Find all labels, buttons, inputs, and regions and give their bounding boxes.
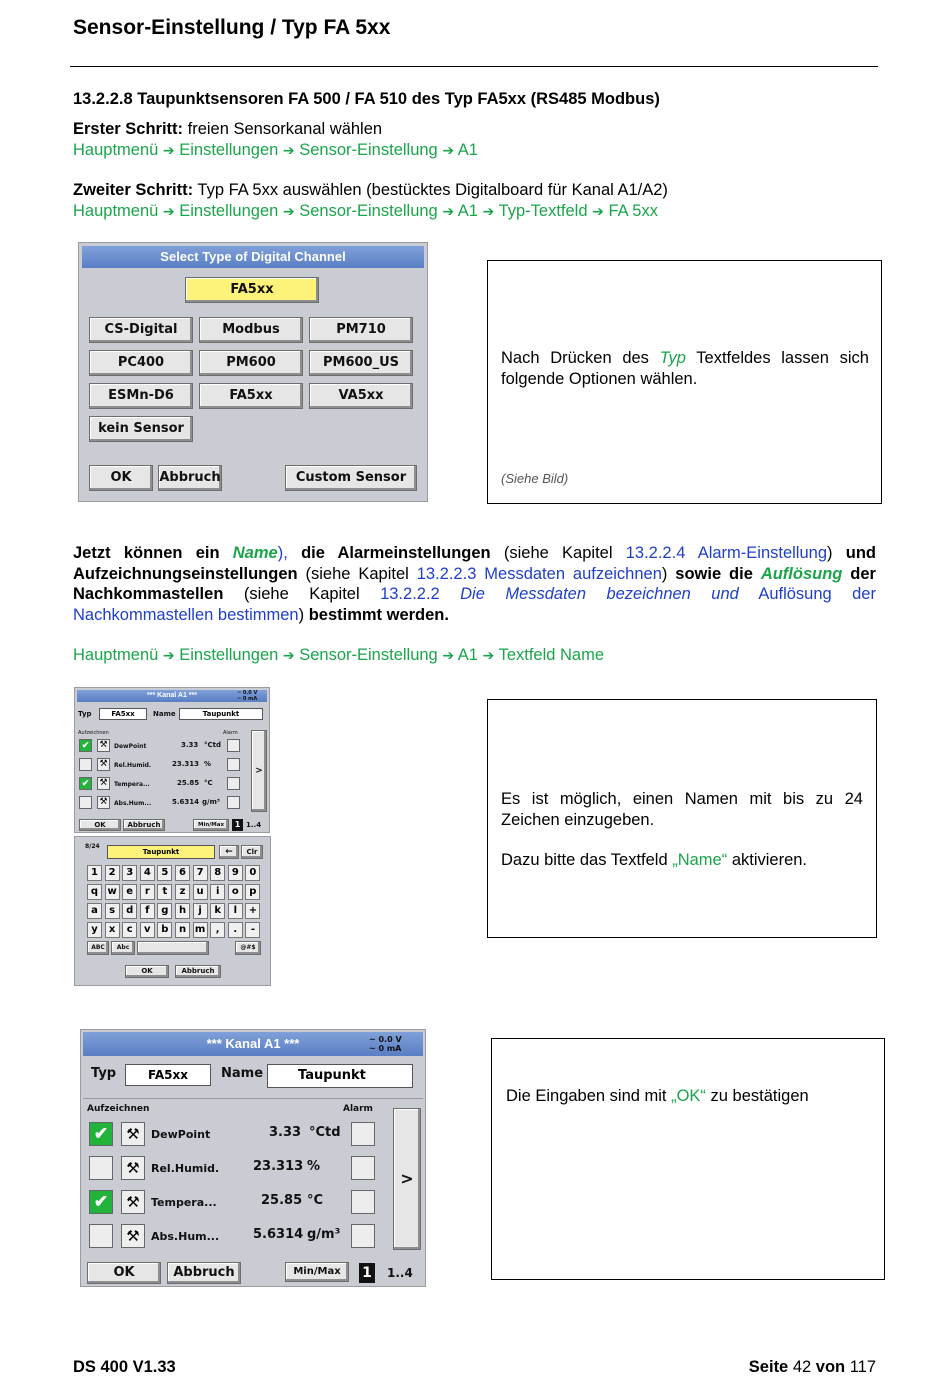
- note-box-confirm: [491, 1038, 885, 1280]
- key-button[interactable]: a: [87, 903, 102, 919]
- uppercase-button[interactable]: ABC: [87, 941, 109, 955]
- note-box-type: [487, 260, 882, 504]
- key-button[interactable]: d: [122, 903, 137, 919]
- wrench-icon[interactable]: ⚒: [97, 758, 110, 771]
- select-type-screen: [78, 242, 428, 502]
- ok-button[interactable]: OK: [87, 1262, 161, 1284]
- key-button[interactable]: r: [140, 884, 155, 900]
- ok-button[interactable]: OK: [125, 965, 169, 978]
- header-divider: [70, 66, 878, 67]
- path-item: A1: [457, 141, 478, 159]
- key-button[interactable]: 3: [122, 865, 137, 881]
- key-button[interactable]: g: [157, 903, 172, 919]
- key-button[interactable]: k: [210, 903, 225, 919]
- key-button[interactable]: j: [193, 903, 208, 919]
- path-item: A1: [457, 202, 478, 220]
- key-button[interactable]: 5: [157, 865, 172, 881]
- capitalize-button[interactable]: Abc: [111, 941, 135, 955]
- key-button[interactable]: n: [175, 922, 190, 938]
- typ-label: Typ: [91, 1066, 117, 1081]
- readout-voltage: ~ 0.0 V: [237, 690, 258, 696]
- note-text-part: aktivieren.: [727, 851, 808, 869]
- key-button[interactable]: b: [157, 922, 172, 938]
- page-header-title: Sensor-Einstellung / Typ FA 5xx: [73, 16, 391, 39]
- more-button[interactable]: >: [251, 730, 267, 812]
- channel-screen-large: [80, 1029, 426, 1287]
- of-label: von: [815, 1358, 846, 1376]
- clear-button[interactable]: Clr: [241, 845, 263, 859]
- text-part: der Nachkommastellen: [73, 564, 876, 603]
- channel-title: *** Kanal A1 ***: [77, 690, 267, 702]
- key-button[interactable]: q: [87, 884, 102, 900]
- name-input[interactable]: Taupunkt: [107, 845, 215, 859]
- text-part: ): [661, 564, 676, 583]
- step2-path: [73, 202, 658, 221]
- step2-label: Zweiter Schritt:: [73, 181, 194, 199]
- option-kein-sensor-button[interactable]: kein Sensor: [89, 416, 193, 442]
- arrow-icon: ➔: [282, 143, 295, 159]
- step1-label: Erster Schritt:: [73, 120, 184, 138]
- note-name-text: Es ist möglich, einen Namen mit bis zu 24 Zeichen einzugeben.: [501, 790, 863, 829]
- see-image-hint: (Siehe Bild): [501, 471, 569, 486]
- char-counter: 8/24: [85, 843, 100, 850]
- custom-sensor-button[interactable]: Custom Sensor: [285, 465, 417, 491]
- row-unit: °Ctd: [204, 741, 221, 749]
- row-unit: g/m³: [307, 1227, 341, 1242]
- text-part: sowie die: [675, 564, 761, 583]
- path-item: Hauptmenü: [73, 202, 159, 220]
- key-button[interactable]: e: [122, 884, 137, 900]
- name-emphasis: Name: [232, 544, 278, 562]
- record-checkbox[interactable]: [89, 1156, 113, 1180]
- arrow-icon: ➔: [162, 648, 175, 664]
- key-button[interactable]: v: [140, 922, 155, 938]
- record-label: Aufzeichnen: [78, 730, 109, 736]
- key-button[interactable]: 9: [228, 865, 243, 881]
- row-value: 3.33: [269, 1125, 302, 1140]
- path-item: Sensor-Einstellung: [299, 646, 438, 664]
- path-item: Hauptmenü: [73, 646, 159, 664]
- key-button[interactable]: l: [228, 903, 243, 919]
- wrench-icon[interactable]: ⚒: [121, 1156, 145, 1180]
- name-label: Name: [153, 710, 176, 718]
- wrench-icon[interactable]: ⚒: [97, 739, 110, 752]
- more-button[interactable]: >: [393, 1108, 421, 1250]
- aufloesung-emphasis: Auflösung: [760, 564, 843, 583]
- cancel-button[interactable]: Abbruch: [123, 819, 165, 831]
- row-value: 23.313: [253, 1159, 304, 1174]
- row-unit: °C: [204, 779, 213, 787]
- note-text-part: Dazu bitte das Textfeld: [501, 851, 673, 869]
- alarm-checkbox[interactable]: [351, 1190, 375, 1214]
- cancel-button[interactable]: Abbruch: [175, 965, 221, 978]
- wrench-icon[interactable]: ⚒: [97, 777, 110, 790]
- key-button[interactable]: i: [210, 884, 225, 900]
- range-label: 1..4: [387, 1266, 413, 1280]
- text-part: bestimmt werden.: [308, 605, 449, 624]
- text-part: Jetzt können ein: [73, 544, 233, 562]
- step1-line: [73, 120, 382, 139]
- record-checkbox[interactable]: ✔: [89, 1190, 113, 1214]
- ok-button[interactable]: OK: [89, 465, 153, 491]
- row-value: 3.33: [181, 741, 199, 749]
- key-button[interactable]: h: [175, 903, 190, 919]
- row-name: Tempera...: [114, 781, 150, 788]
- record-checkbox[interactable]: [79, 758, 92, 771]
- note-text-part: Textfeldes lassen sich folgende Optionen wählen.: [501, 349, 869, 388]
- readout-voltage: ~ 0.0 V: [369, 1035, 402, 1044]
- text-part: ): [298, 605, 309, 624]
- record-checkbox[interactable]: [79, 796, 92, 809]
- path-item: Einstellungen: [179, 202, 279, 220]
- record-checkbox[interactable]: ✔: [79, 739, 92, 752]
- arrow-icon: ➔: [442, 204, 455, 220]
- section-heading: 13.2.2.8 Taupunktsensoren FA 500 / FA 510 des Typ FA5xx (RS485 Modbus): [73, 90, 660, 108]
- name-quote: „Name“: [672, 851, 728, 869]
- page-current: 42: [788, 1358, 816, 1376]
- step2-text: Typ FA 5xx auswählen (bestücktes Digitalboard für Kanal A1/A2): [193, 181, 668, 199]
- alarm-checkbox[interactable]: [351, 1122, 375, 1146]
- key-button[interactable]: 1: [87, 865, 102, 881]
- record-checkbox[interactable]: ✔: [89, 1122, 113, 1146]
- note-confirm-text: [506, 1086, 870, 1107]
- key-button[interactable]: 7: [193, 865, 208, 881]
- arrow-icon: ➔: [592, 204, 604, 220]
- text-part: (siehe Kapitel: [223, 585, 381, 603]
- name-field[interactable]: Taupunkt: [179, 708, 263, 720]
- typ-field[interactable]: FA5xx: [125, 1064, 211, 1086]
- path-item: Einstellungen: [179, 141, 279, 159]
- key-button[interactable]: o: [228, 884, 243, 900]
- row-name: Rel.Humid.: [114, 762, 152, 769]
- row-unit: g/m³: [202, 798, 220, 806]
- path-item: Typ-Textfeld: [498, 202, 588, 220]
- text-part: ): [827, 544, 846, 562]
- step2-line: [73, 181, 668, 200]
- selected-type-field[interactable]: FA5xx: [185, 277, 319, 303]
- note-text-part: zu bestätigen: [705, 1087, 809, 1105]
- key-button[interactable]: z: [175, 884, 190, 900]
- alarm-checkbox[interactable]: [351, 1156, 375, 1180]
- arrow-icon: ➔: [282, 648, 295, 664]
- key-button[interactable]: c: [122, 922, 137, 938]
- alarm-checkbox[interactable]: [351, 1224, 375, 1248]
- record-label: Aufzeichnen: [87, 1104, 150, 1114]
- path-item: FA 5xx: [608, 202, 658, 220]
- page-label: Seite: [748, 1358, 789, 1376]
- name-label: Name: [221, 1066, 264, 1081]
- note-box-name: [487, 699, 877, 938]
- path-item: Sensor-Einstellung: [299, 141, 438, 159]
- key-button[interactable]: p: [245, 884, 260, 900]
- arrow-icon: ➔: [482, 648, 495, 664]
- alarm-checkbox[interactable]: [227, 777, 240, 790]
- arrow-icon: ➔: [482, 204, 495, 220]
- symbols-button[interactable]: @#$: [235, 941, 261, 955]
- key-button[interactable]: 8: [210, 865, 225, 881]
- text-part: (siehe Kapitel: [490, 544, 626, 562]
- key-button[interactable]: m: [193, 922, 208, 938]
- note-text-part: Nach Drücken des: [501, 349, 660, 367]
- typ-field[interactable]: FA5xx: [99, 708, 147, 720]
- arrow-icon: ➔: [282, 204, 295, 220]
- note-name-activate: [501, 850, 863, 871]
- ok-quote: „OK“: [671, 1087, 706, 1105]
- key-button[interactable]: u: [193, 884, 208, 900]
- wrench-icon[interactable]: ⚒: [121, 1122, 145, 1146]
- chapter-reference-link[interactable]: 13.2.2.3 Messdaten aufzeichnen: [416, 564, 662, 583]
- path-item: Einstellungen: [179, 646, 279, 664]
- row-name: Abs.Hum...: [114, 800, 152, 807]
- key-button[interactable]: 6: [175, 865, 190, 881]
- text-part: und Aufzeichnungseinstellungen: [73, 544, 876, 583]
- arrow-icon: ➔: [162, 143, 175, 159]
- row-unit: °C: [307, 1193, 324, 1208]
- option-va5xx-button[interactable]: VA5xx: [309, 383, 413, 409]
- key-button[interactable]: ,: [210, 922, 225, 938]
- option-cs-digital-button[interactable]: CS-Digital: [89, 317, 193, 343]
- chapter-reference-link[interactable]: 13.2.2.4 Alarm-Einstellung: [625, 544, 827, 562]
- readout-current: ~ 0 mA: [369, 1044, 402, 1053]
- key-button[interactable]: 4: [140, 865, 155, 881]
- row-name: DewPoint: [151, 1128, 211, 1141]
- row-unit: %: [307, 1159, 321, 1174]
- key-button[interactable]: f: [140, 903, 155, 919]
- alarm-label: Alarm: [343, 1104, 373, 1114]
- path-item: Hauptmenü: [73, 141, 159, 159]
- option-pc400-button[interactable]: PC400: [89, 350, 193, 376]
- range-label: 1..4: [246, 821, 262, 829]
- record-checkbox[interactable]: [89, 1224, 113, 1248]
- row-name: Tempera...: [151, 1196, 217, 1209]
- page-number-badge: 1: [232, 819, 243, 831]
- note-type-text: [501, 348, 869, 390]
- minmax-button[interactable]: Min/Max: [285, 1262, 349, 1282]
- row-value: 5.6314: [172, 798, 200, 806]
- key-button[interactable]: 0: [245, 865, 260, 881]
- ok-button[interactable]: OK: [79, 819, 121, 831]
- option-esmn-d6-button[interactable]: ESMn-D6: [89, 383, 193, 409]
- text-part: (siehe Kapitel: [297, 564, 417, 583]
- alarm-checkbox[interactable]: [227, 739, 240, 752]
- row-value: 23.313: [172, 760, 200, 768]
- typ-emphasis: Typ: [659, 349, 686, 367]
- chapter-reference-link[interactable]: 13.2.2.2: [380, 585, 461, 603]
- path-item: Textfeld Name: [498, 646, 605, 664]
- arrow-icon: ➔: [442, 143, 455, 159]
- readout-current: ~ 0 mA: [237, 696, 258, 702]
- name-field[interactable]: Taupunkt: [267, 1064, 413, 1088]
- wrench-icon[interactable]: ⚒: [97, 796, 110, 809]
- cancel-button[interactable]: Abbruch: [167, 1262, 241, 1284]
- text-part: ),: [277, 544, 302, 562]
- chapter-reference-link[interactable]: Die Messdaten bezeichnen und: [460, 585, 739, 603]
- note-text-part: Die Eingaben sind mit: [506, 1087, 672, 1105]
- footer-page-number: [749, 1358, 876, 1377]
- screen-title: Select Type of Digital Channel: [82, 246, 424, 268]
- channel-title: *** Kanal A1 ***: [83, 1032, 423, 1056]
- typ-label: Typ: [78, 710, 92, 718]
- key-button[interactable]: x: [105, 922, 120, 938]
- row-name: Rel.Humid.: [151, 1162, 220, 1175]
- option-pm600-button[interactable]: PM600: [199, 350, 303, 376]
- path-item: Sensor-Einstellung: [299, 202, 438, 220]
- option-fa5xx-button[interactable]: FA5xx: [199, 383, 303, 409]
- row-value: 25.85: [177, 779, 200, 787]
- path-item: A1: [457, 646, 478, 664]
- cancel-button[interactable]: Abbruch: [158, 465, 222, 491]
- wrench-icon[interactable]: ⚒: [121, 1190, 145, 1214]
- space-button[interactable]: [137, 941, 209, 955]
- row-name: DewPoint: [114, 743, 147, 750]
- key-button[interactable]: -: [245, 922, 260, 938]
- option-modbus-button[interactable]: Modbus: [199, 317, 303, 343]
- step1-text: freien Sensorkanal wählen: [183, 120, 383, 138]
- alarm-checkbox[interactable]: [227, 758, 240, 771]
- keyboard-screen: [74, 836, 271, 986]
- option-pm600-us-button[interactable]: PM600_US: [309, 350, 413, 376]
- page-number-badge: 1: [359, 1263, 375, 1283]
- backspace-button[interactable]: ←: [219, 845, 239, 859]
- row-unit: %: [204, 760, 212, 768]
- alarm-label: Alarm: [223, 730, 238, 736]
- arrow-icon: ➔: [442, 648, 455, 664]
- arrow-icon: ➔: [162, 204, 175, 220]
- channel-screen-small: [74, 687, 270, 833]
- page-total: 117: [845, 1358, 876, 1376]
- description-paragraph: [73, 543, 876, 625]
- alarm-checkbox[interactable]: [227, 796, 240, 809]
- key-button[interactable]: .: [228, 922, 243, 938]
- option-pm710-button[interactable]: PM710: [309, 317, 413, 343]
- divider: [83, 1098, 423, 1099]
- step1-path: [73, 141, 478, 160]
- row-unit: °Ctd: [309, 1125, 341, 1140]
- text-part: die Alarmeinstellungen: [301, 544, 491, 562]
- key-button[interactable]: 2: [105, 865, 120, 881]
- chapter-reference-link[interactable]: Auflösung der Nachkommastellen bestimmen: [73, 585, 876, 624]
- record-checkbox[interactable]: ✔: [79, 777, 92, 790]
- key-button[interactable]: +: [245, 903, 260, 919]
- row-value: 5.6314: [253, 1227, 304, 1242]
- row-value: 25.85: [261, 1193, 303, 1208]
- key-button[interactable]: y: [87, 922, 102, 938]
- key-button[interactable]: s: [105, 903, 120, 919]
- name-field-path: [73, 646, 604, 665]
- minmax-button[interactable]: Min/Max: [193, 819, 229, 831]
- wrench-icon[interactable]: ⚒: [121, 1224, 145, 1248]
- footer-version: DS 400 V1.33: [73, 1358, 176, 1376]
- row-name: Abs.Hum...: [151, 1230, 220, 1243]
- key-button[interactable]: w: [105, 884, 120, 900]
- key-button[interactable]: t: [157, 884, 172, 900]
